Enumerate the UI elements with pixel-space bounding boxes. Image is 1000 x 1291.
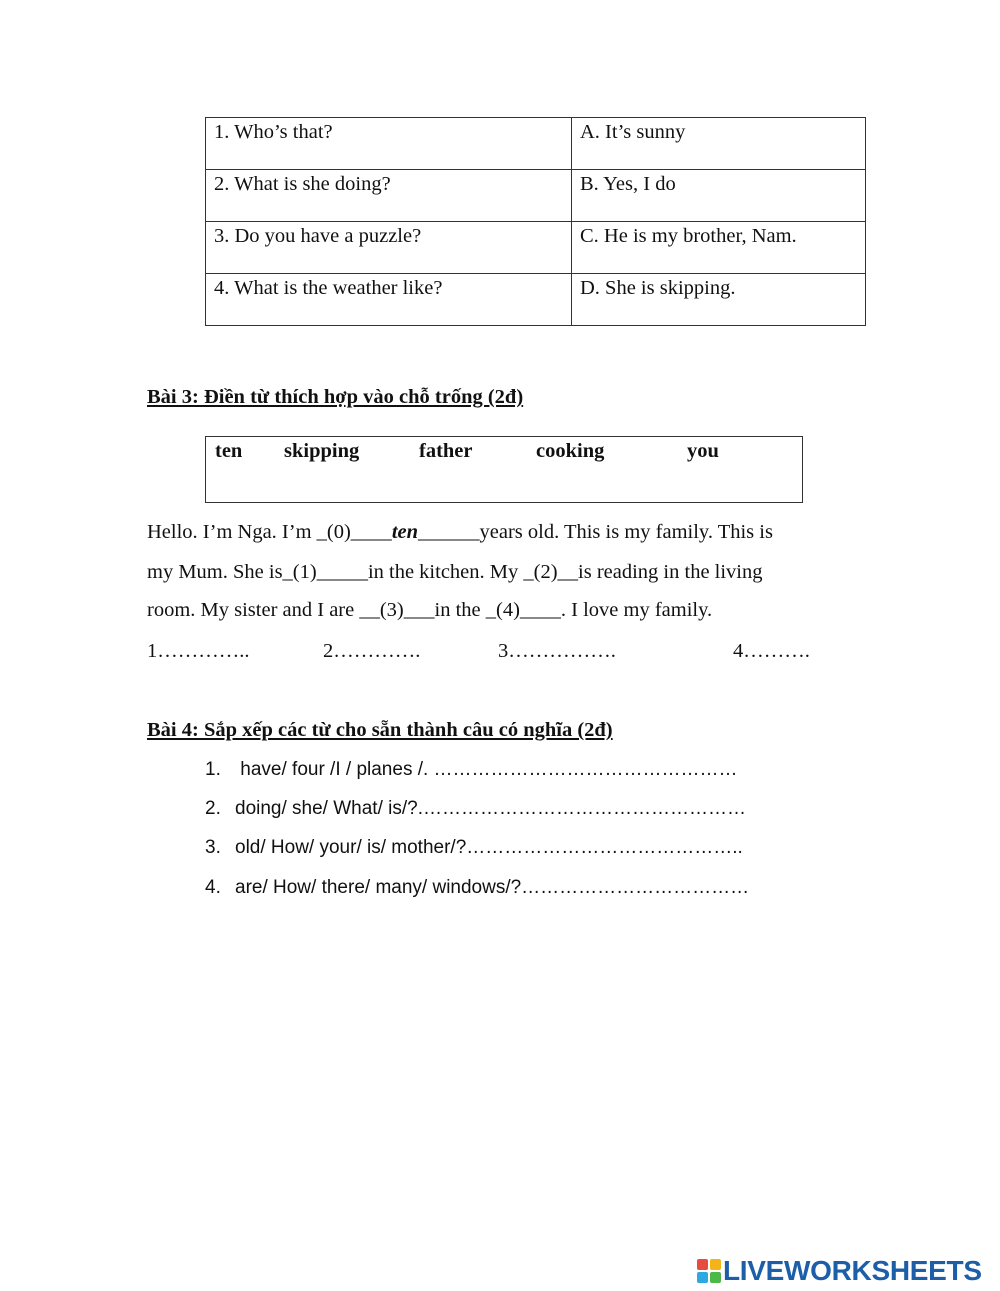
- passage-line-1: [147, 520, 773, 544]
- answer-cell: D. She is skipping.: [572, 274, 866, 326]
- logo-square: [697, 1272, 708, 1283]
- item-text: doing/ she/ What/ is/?.……………………………………………: [235, 798, 746, 819]
- item-number: 2.: [205, 798, 221, 819]
- logo-square: [710, 1259, 721, 1270]
- item-text: have/ four /I / planes /. …………………………………………: [235, 759, 738, 780]
- word-bank-item: cooking: [536, 440, 605, 462]
- logo-square: [697, 1259, 708, 1270]
- list-item[interactable]: [205, 758, 738, 782]
- word-bank-item: skipping: [284, 440, 360, 462]
- answer-cell: B. Yes, I do: [572, 170, 866, 222]
- answer-slot-2[interactable]: 2………….: [323, 640, 421, 662]
- answer-cell: A. It’s sunny: [572, 118, 866, 170]
- list-item[interactable]: [205, 836, 743, 860]
- bai3-heading: Bài 3: Điền từ thích hợp vào chỗ trống (2đ): [147, 386, 524, 408]
- list-item[interactable]: [205, 876, 749, 900]
- bai4-heading: Bài 4: Sắp xếp các từ cho sẵn thành câu có nghĩa (2đ): [147, 719, 613, 741]
- item-text: old/ How/ your/ is/ mother/?……………………………………..: [235, 837, 743, 858]
- word-bank-box: [205, 436, 803, 503]
- passage-line-2: my Mum. She is_(1)_____in the kitchen. My _(2)__is reading in the living: [147, 561, 763, 583]
- item-text: are/ How/ there/ many/ windows/?………………………………: [235, 877, 750, 898]
- item-number: 3.: [205, 837, 221, 858]
- question-cell: 2. What is she doing?: [206, 170, 572, 222]
- word-bank-item: father: [419, 440, 473, 462]
- logo-mark-icon: [697, 1259, 721, 1283]
- logo-square: [710, 1272, 721, 1283]
- answer-slot-1[interactable]: 1…………..: [147, 640, 250, 662]
- table-row: [206, 170, 866, 222]
- table-row: [206, 274, 866, 326]
- question-cell: 3. Do you have a puzzle?: [206, 222, 572, 274]
- word-bank-item: you: [687, 440, 719, 462]
- question-cell: 4. What is the weather like?: [206, 274, 572, 326]
- list-item[interactable]: [205, 797, 746, 821]
- answer-cell: C. He is my brother, Nam.: [572, 222, 866, 274]
- example-answer: ten: [391, 521, 419, 543]
- passage-line-3: room. My sister and I are __(3)___in the _(4)____. I love my family.: [147, 599, 713, 621]
- table-row: [206, 118, 866, 170]
- matching-table: [205, 117, 866, 326]
- word-bank-item: ten: [215, 440, 243, 462]
- item-number: 4.: [205, 877, 221, 898]
- question-cell: 1. Who’s that?: [206, 118, 572, 170]
- passage-text: ______years old. This is my family. This is: [418, 521, 773, 543]
- item-number: 1.: [205, 759, 221, 780]
- answer-slot-3[interactable]: 3…………….: [498, 640, 616, 662]
- table-row: [206, 222, 866, 274]
- logo-text: LIVEWORKSHEETS: [723, 1255, 982, 1286]
- liveworksheets-logo: [697, 1256, 982, 1286]
- passage-text: Hello. I’m Nga. I’m _(0)____: [147, 521, 392, 543]
- answer-slot-4[interactable]: 4……….: [733, 640, 810, 662]
